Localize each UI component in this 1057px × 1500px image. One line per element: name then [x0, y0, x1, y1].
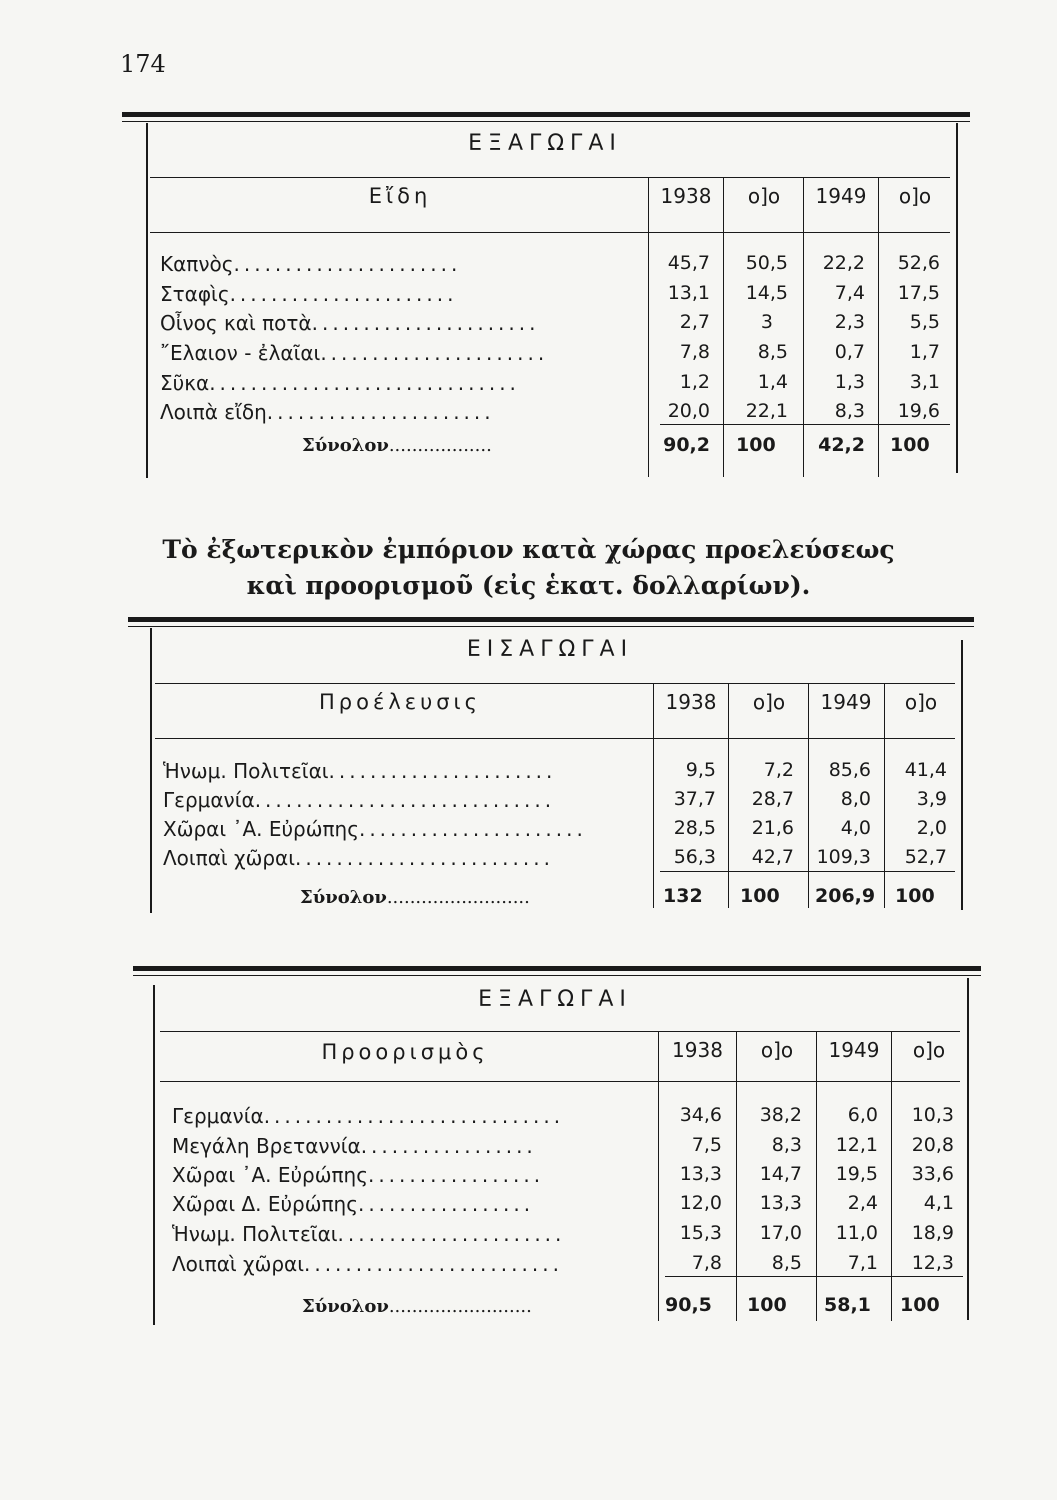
row-label: Χῶραι ᾿Α. Εὐρώπης: [172, 1163, 368, 1187]
column-header-1949: 1949: [828, 1038, 880, 1062]
total-label: Σύνολον: [300, 887, 387, 908]
column-header-percent-1949: ο]ο: [898, 184, 932, 208]
page-number: 174: [120, 50, 166, 78]
percent-1938: 8,5: [757, 341, 788, 363]
total-label: Σύνολον: [302, 1296, 389, 1317]
value-1938: 15,3: [679, 1222, 722, 1244]
percent-1938: 7,2: [763, 759, 794, 781]
percent-1938: 3: [760, 311, 773, 333]
row-label: Μεγάλη Βρεταννία: [172, 1134, 361, 1158]
percent-1938: 50,5: [745, 252, 788, 274]
column-header-percent-1949: ο]ο: [904, 690, 938, 714]
column-header-origin: Προέλευσις: [319, 690, 481, 714]
caption-line-2: καὶ προορισμοῦ (εἰς ἑκατ. δολλαρίων).: [246, 571, 811, 600]
table-top-rule: [122, 112, 970, 117]
value-1938: 7,8: [679, 341, 710, 363]
percent-1949: 20,8: [911, 1134, 954, 1156]
column-header-1938: 1938: [660, 184, 712, 208]
column-header-1949: 1949: [820, 690, 872, 714]
percent-1949: 33,6: [911, 1163, 954, 1185]
value-1938: 20,0: [667, 400, 710, 422]
caption-line-1: Τὸ ἐξωτερικὸν ἐμπόριον κατὰ χώρας προελεύσεως: [162, 535, 895, 564]
total-1938: 132: [663, 885, 703, 907]
total-percent-1938: 100: [736, 434, 776, 456]
value-1938: 45,7: [667, 252, 710, 274]
total-label: Σύνολον: [302, 435, 389, 456]
percent-1949: 17,5: [897, 282, 940, 304]
percent-1949: 5,5: [909, 311, 940, 333]
table-title: ΕΙΣΑΓΩΓΑΙ: [466, 637, 634, 662]
percent-1938: 42,7: [751, 846, 794, 868]
percent-1938: 21,6: [751, 817, 794, 839]
column-header-destination: Προορισμὸς: [321, 1040, 489, 1064]
row-label: Γερμανία: [163, 788, 255, 812]
percent-1938: 13,3: [759, 1192, 802, 1214]
percent-1938: 8,5: [771, 1252, 802, 1274]
column-header-percent-1938: ο]ο: [752, 690, 786, 714]
percent-1949: 52,6: [897, 252, 940, 274]
value-1938: 37,7: [673, 788, 716, 810]
value-1938: 56,3: [673, 846, 716, 868]
value-1949: 7,1: [847, 1252, 878, 1274]
total-1938: 90,5: [665, 1294, 712, 1316]
percent-1949: 41,4: [904, 759, 947, 781]
percent-1949: 3,9: [916, 788, 947, 810]
percent-1938: 17,0: [759, 1222, 802, 1244]
row-label: Καπνὸς: [160, 252, 234, 276]
total-1949: 58,1: [824, 1294, 871, 1316]
value-1949: 22,2: [822, 252, 865, 274]
total-percent-1949: 100: [895, 885, 935, 907]
total-percent-1949: 100: [890, 434, 930, 456]
table-top-rule: [133, 966, 981, 971]
total-percent-1938: 100: [740, 885, 780, 907]
percent-1938: 14,5: [745, 282, 788, 304]
column-header-percent-1949: ο]ο: [912, 1038, 946, 1062]
value-1949: 12,1: [835, 1134, 878, 1156]
row-label: Οἶνος καὶ ποτὰ: [160, 311, 312, 335]
percent-1938: 1,4: [757, 371, 788, 393]
row-label: Λοιπαὶ χῶραι: [163, 846, 295, 870]
value-1949: 8,3: [834, 400, 865, 422]
column-header-percent-1938: ο]ο: [747, 184, 781, 208]
value-1938: 9,5: [685, 759, 716, 781]
percent-1949: 4,1: [923, 1192, 954, 1214]
value-1938: 12,0: [679, 1192, 722, 1214]
column-header-items: Εἴδη: [368, 184, 432, 208]
row-label: Σταφὶς: [160, 282, 230, 306]
row-label: ῎Ελαιον - ἐλαῖαι: [160, 341, 321, 365]
row-label: Χῶραι Δ. Εὐρώπης: [172, 1192, 358, 1216]
percent-1938: 22,1: [745, 400, 788, 422]
table-title: ΕΞΑΓΩΓΑΙ: [478, 987, 632, 1012]
percent-1938: 8,3: [771, 1134, 802, 1156]
column-header-1938: 1938: [672, 1038, 723, 1062]
percent-1949: 1,7: [909, 341, 940, 363]
column-header-1949: 1949: [815, 184, 867, 208]
value-1949: 2,3: [834, 311, 865, 333]
percent-1949: 19,6: [897, 400, 940, 422]
table-top-rule: [128, 617, 974, 622]
total-percent-1949: 100: [900, 1294, 940, 1316]
value-1938: 28,5: [673, 817, 716, 839]
section-caption: [0, 532, 1057, 604]
percent-1949: 12,3: [911, 1252, 954, 1274]
row-label: Ἡνωμ. Πολιτεῖαι: [163, 759, 329, 783]
value-1938: 1,2: [679, 371, 710, 393]
total-1938: 90,2: [663, 434, 710, 456]
total-1949: 206,9: [815, 885, 876, 907]
value-1938: 7,5: [691, 1134, 722, 1156]
column-header-1938: 1938: [665, 690, 717, 714]
value-1949: 2,4: [847, 1192, 878, 1214]
row-label: Σῦκα: [160, 371, 210, 395]
column-header-percent-1938: ο]ο: [760, 1038, 794, 1062]
percent-1949: 3,1: [909, 371, 940, 393]
value-1949: 0,7: [834, 341, 865, 363]
percent-1949: 52,7: [904, 846, 947, 868]
percent-1949: 18,9: [911, 1222, 954, 1244]
value-1938: 13,1: [667, 282, 710, 304]
value-1938: 13,3: [679, 1163, 722, 1185]
row-label: Χῶραι ᾿Α. Εὐρώπης: [163, 817, 359, 841]
value-1949: 19,5: [835, 1163, 878, 1185]
value-1949: 6,0: [847, 1104, 878, 1126]
value-1949: 11,0: [835, 1222, 878, 1244]
percent-1949: 10,3: [911, 1104, 954, 1126]
value-1949: 1,3: [834, 371, 865, 393]
percent-1949: 2,0: [916, 817, 947, 839]
percent-1938: 38,2: [759, 1104, 802, 1126]
percent-1938: 14,7: [759, 1163, 802, 1185]
value-1949: 85,6: [828, 759, 871, 781]
value-1938: 34,6: [679, 1104, 722, 1126]
row-label: Λοιπὰ εἴδη: [160, 400, 267, 424]
row-label: Λοιπαὶ χῶραι: [172, 1252, 304, 1276]
total-1949: 42,2: [818, 434, 865, 456]
row-label: Γερμανία: [172, 1104, 264, 1128]
row-label: Ἡνωμ. Πολιτεῖαι: [172, 1222, 338, 1246]
value-1938: 7,8: [691, 1252, 722, 1274]
value-1938: 2,7: [679, 311, 710, 333]
total-percent-1938: 100: [747, 1294, 787, 1316]
value-1949: 7,4: [834, 282, 865, 304]
table-title: ΕΞΑΓΩΓΑΙ: [468, 131, 622, 156]
percent-1938: 28,7: [751, 788, 794, 810]
value-1949: 4,0: [840, 817, 871, 839]
value-1949: 8,0: [840, 788, 871, 810]
value-1949: 109,3: [816, 846, 871, 868]
